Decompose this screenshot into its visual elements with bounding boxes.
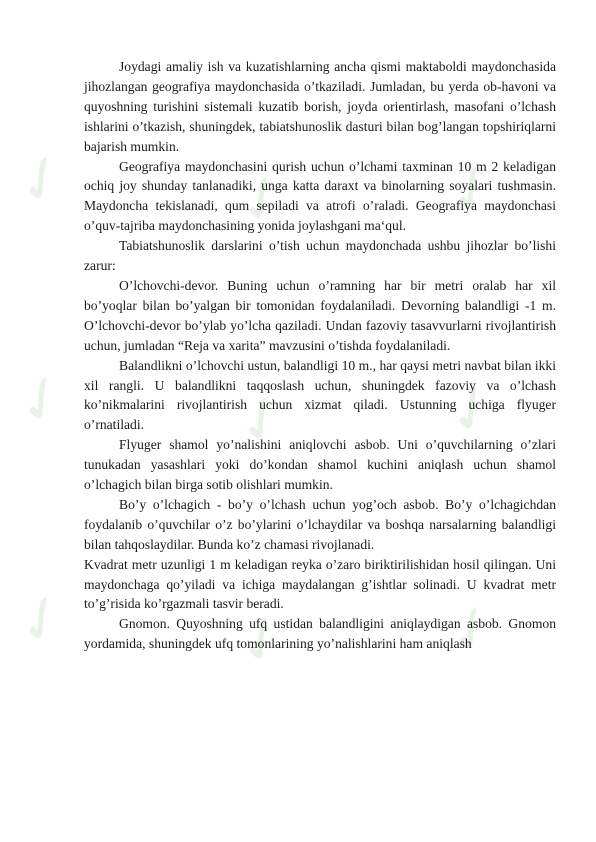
svg-text:✓: ✓: [2, 577, 82, 663]
paragraph-1: Joydagi amaliy ish va kuzatishlarning ancha qismi maktaboldi maydonchasida jihozlangan geografiya maydonchasida o’tkaziladi. Jumladan, bu yerda ob-havoni va quyoshning turishini sistemali kuzatib borish, joyda orientirlash, masofani o’lchash ishlarini o’tkazish, shuningdek, tabiatshunoslik dasturi bilan bog’langan topshiriqlarni bajarish mumkin.: [84, 59, 556, 154]
svg-text:✓: ✓: [432, 587, 512, 673]
svg-text:✓: ✓: [2, 357, 82, 443]
paragraph-5: Balandlikni o’lchovchi ustun, balandligi 10 m., har qaysi metri navbat bilan ikki xil rangli. U balandlikni taqqoslash uchun, shuningdek fazoviy va o’lchash ko’nikmalarini rivojlantirish uchun xizmat qiladi. Ustunning uchiga flyuger o’rnatiladi.: [84, 357, 556, 433]
svg-text:✓: ✓: [432, 147, 512, 233]
paragraph-3: Tabiatshunoslik darslarini o’tish uchun maydonchada ushbu jihozlar bo’lishi zarur:: [84, 238, 556, 274]
svg-text:✓: ✓: [222, 597, 302, 683]
paragraph-2: Geografiya maydonchasini qurish uchun o’lchami taxminan 10 m 2 keladigan ochiq joy shunday tanlanadiki, unga katta daraxt va binolarning soyalari tushmasin. Maydoncha tekislanadi, qum sepiladi va atrofi o’raladi. Geografiya maydonchasi o’quv-tajriba maydonchasining yonida joylashgani ma‘qul.: [84, 158, 556, 234]
svg-text:✓: ✓: [2, 137, 82, 223]
svg-text:✓: ✓: [432, 367, 512, 453]
paragraph-6: Flyuger shamol yo’nalishini aniqlovchi asbob. Uni o’quvchilarning o’zlari tunukadan yasashlari yoki do’kondan shamol kuchini aniqlash uchun shamol o’lchagich bilan birga sotib olishlari mumkin.: [84, 437, 556, 493]
document-body: [84, 57, 556, 654]
svg-text:✓: ✓: [222, 377, 302, 463]
svg-text:✓: ✓: [222, 157, 302, 243]
paragraph-4: O’lchovchi-devor. Buning uchun o’ramning har bir metri oralab har xil bo’yoqlar bilan bo’yalgan bir tomonidan foydalaniladi. Devorning balandligi -1 m. O’lchovchi-devor bo’ylab yo’lcha qaziladi. Undan fazoviy tasavvurlarni rivojlantirish uchun, jumladan “Reja va xarita” mavzusini o’tishda foydalaniladi.: [84, 277, 556, 353]
paragraph-8: Kvadrat metr uzunligi 1 m keladigan reyka o’zaro biriktirilishidan hosil qilingan. Uni maydonchaga qo’yiladi va ichiga maydalangan g’ishtlar solinadi. U kvadrat metr to’g’risida ko’rgazmali tasvir beradi.: [84, 556, 556, 612]
paragraph-7: Bo’y o’lchagich - bo’y o’lchash uchun yog’och asbob. Bo’y o’lchagichdan foydalanib o’quvchilar o’z bo’ylarini o’lchaydilar va boshqa narsalarning balandligi bilan tahqoslaydilar. Bunda ko’z chamasi rivojlanadi.: [84, 496, 556, 552]
paragraph-9: Gnomon. Quyoshning ufq ustidan balandligini aniqlaydigan asbob. Gnomon yordamida, shuningdek ufq tomonlarining yo’nalishlarini ham aniqlash: [84, 616, 556, 652]
